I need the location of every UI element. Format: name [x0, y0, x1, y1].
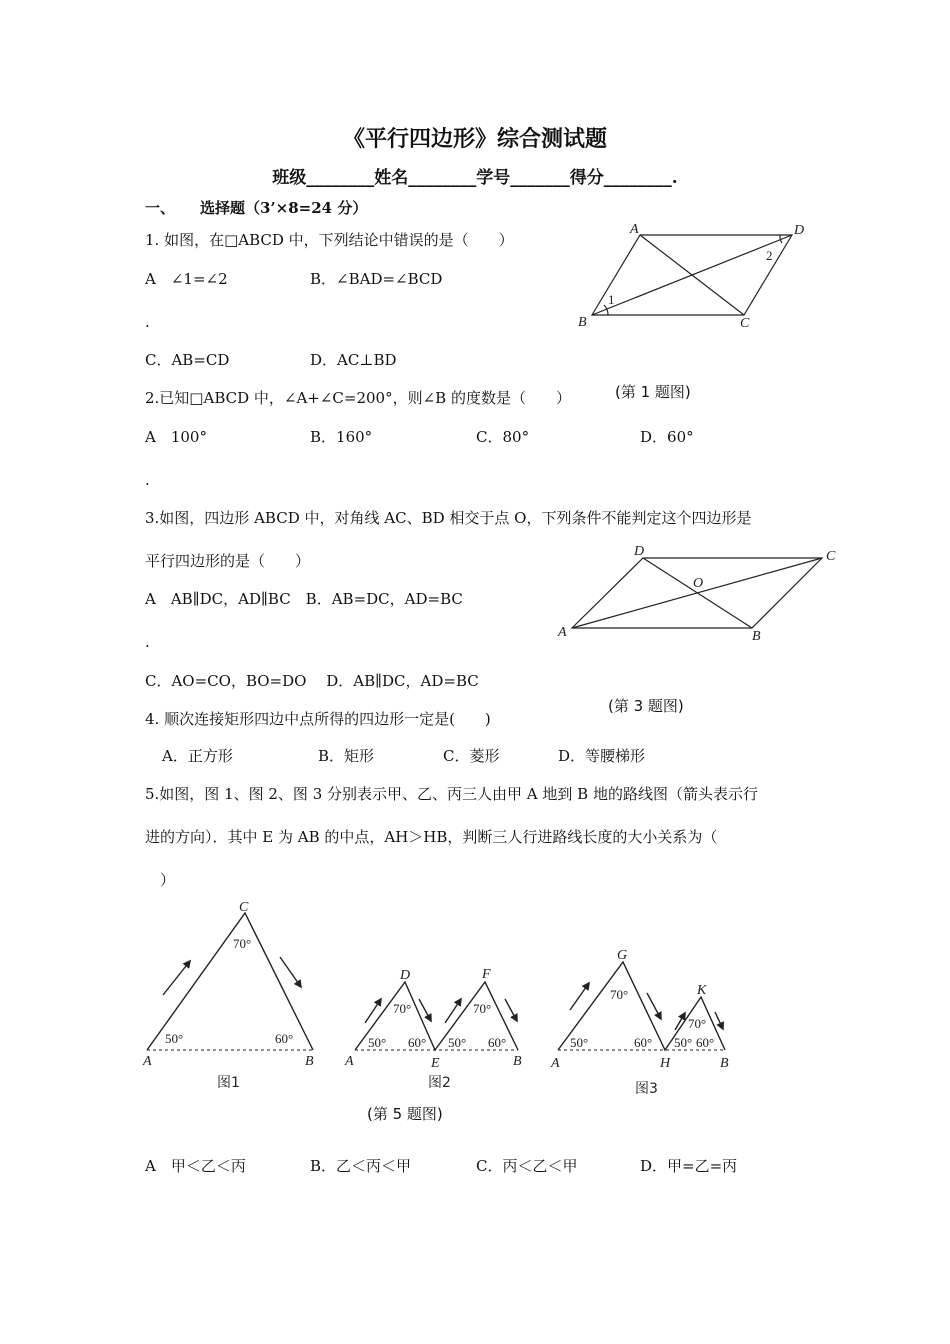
q3-label-a: A: [558, 625, 567, 640]
fig2-arrow-3: [445, 999, 461, 1023]
fig3-angle-r1: 60°: [634, 1035, 653, 1050]
fig2-caption: 图2: [428, 1075, 451, 1091]
fig1-angle-right: 60°: [275, 1031, 294, 1046]
q3-figure-caption: (第 3 题图): [608, 697, 684, 715]
q4-option-a: A．正方形: [162, 747, 233, 765]
q1-diagonal-bd: [592, 235, 792, 315]
q1-option-a: A ∠1=∠2: [145, 270, 228, 288]
fig1-label-c: C: [239, 900, 249, 915]
fig2-angle-top-1: 70°: [393, 1001, 412, 1016]
q1-figure-caption: (第 1 题图): [615, 383, 691, 401]
q5-option-b: B．乙＜丙＜甲: [310, 1157, 412, 1175]
q3-quadrilateral-figure: [550, 538, 850, 648]
page-title: 《平行四边形》综合测试题: [342, 126, 607, 152]
fig2-angle-r1: 60°: [408, 1035, 427, 1050]
q3-diagonal-bd: [643, 558, 752, 628]
fig3-angle-l1: 50°: [570, 1035, 589, 1050]
q3-stem-line2: 平行四边形的是（ ）: [145, 552, 311, 570]
q2-option-c: C．80°: [476, 428, 530, 446]
q5-option-d: D．甲=乙=丙: [640, 1157, 738, 1175]
q2-dot: .: [145, 471, 150, 489]
fig3-angle-r2: 60°: [696, 1035, 715, 1050]
fig1-down-arrow: [280, 957, 301, 987]
q3-label-c: C: [826, 549, 836, 564]
q4-stem: 4. 顺次连接矩形四边中点所得的四边形一定是( ): [145, 710, 491, 728]
q3-options-ab: A AB∥DC，AD∥BC B．AB=DC，AD=BC: [145, 590, 463, 608]
q5-figure-3: [550, 948, 729, 1097]
q2-option-a: A 100°: [145, 428, 207, 446]
q3-label-b: B: [752, 629, 761, 644]
section-label: 选择题（3’×8=24 分）: [200, 199, 368, 217]
fig1-up-arrow: [163, 961, 190, 995]
fig1-label-b: B: [305, 1054, 314, 1069]
fig3-label-k: K: [697, 983, 707, 998]
fig2-arrow-1: [365, 999, 381, 1023]
fig2-label-d: D: [400, 968, 411, 983]
q1-angle-2-label: 2: [766, 248, 773, 263]
q5-route-figures: [135, 895, 755, 1105]
fig1-angle-top: 70°: [233, 936, 252, 951]
fig3-angle-l2: 50°: [674, 1035, 693, 1050]
q5-stem-line3: ）: [160, 871, 176, 889]
fig2-angle-l2: 50°: [448, 1035, 467, 1050]
fig2-label-f: F: [482, 967, 491, 982]
fig3-label-a: A: [551, 1056, 560, 1071]
q5-figure-2: [344, 967, 522, 1091]
fig1-label-a: A: [143, 1054, 152, 1069]
section-number: 一、: [145, 199, 176, 217]
q1-label-c: C: [740, 316, 750, 331]
fig3-label-g: G: [617, 948, 628, 963]
fig2-label-e: E: [431, 1056, 440, 1071]
q3-options-cd: C．AO=CO，BO=DO D．AB∥DC，AD=BC: [145, 672, 479, 690]
q5-figure-caption: (第 5 题图): [367, 1105, 443, 1123]
q1-angle-1-label: 1: [608, 292, 615, 307]
fig3-caption: 图3: [635, 1081, 658, 1097]
fig2-label-b: B: [513, 1054, 522, 1069]
q3-label-o: O: [693, 576, 704, 591]
fig2-angle-l1: 50°: [368, 1035, 387, 1050]
fig3-label-h: H: [660, 1056, 671, 1071]
q1-option-d: D．AC⊥BD: [310, 351, 397, 369]
q1-parallelogram-figure: [570, 218, 820, 338]
fig3-angle-top-1: 70°: [610, 987, 629, 1002]
q2-stem: 2.已知□ABCD 中，∠A+∠C=200°，则∠B 的度数是（ ）: [145, 389, 571, 407]
q3-dot: .: [145, 633, 150, 651]
q2-option-b: B．160°: [310, 428, 373, 446]
fig2-angle-r2: 60°: [488, 1035, 507, 1050]
fig2-angle-top-2: 70°: [473, 1001, 492, 1016]
q4-option-b: B．矩形: [318, 747, 375, 765]
q3-stem-line1: 3.如图，四边形 ABCD 中，对角线 AC、BD 相交于点 O，下列条件不能判定这个四边形是: [145, 509, 752, 527]
fig3-arrow-1: [570, 983, 589, 1010]
q4-option-c: C．菱形: [443, 747, 500, 765]
fig3-label-b: B: [720, 1056, 729, 1071]
q1-option-b: B．∠BAD=∠BCD: [310, 270, 443, 288]
q1-label-b: B: [578, 315, 587, 330]
student-info-line: 班级________姓名________学号_______得分________.: [272, 168, 678, 188]
fig1-angle-left: 50°: [165, 1031, 184, 1046]
q5-option-c: C．丙＜乙＜甲: [476, 1157, 578, 1175]
fig2-label-a: A: [345, 1054, 354, 1069]
q4-option-d: D．等腰梯形: [558, 747, 646, 765]
fig3-angle-top-2: 70°: [688, 1016, 707, 1031]
q1-stem: 1. 如图，在□ABCD 中，下列结论中错误的是（ ）: [145, 231, 514, 249]
fig3-arrow-4: [715, 1012, 723, 1029]
q1-option-c: C．AB=CD: [145, 351, 230, 369]
q3-label-d: D: [634, 544, 645, 559]
q1-dot: .: [145, 313, 150, 331]
q2-option-d: D．60°: [640, 428, 694, 446]
fig2-arrow-4: [505, 999, 517, 1021]
q1-label-a: A: [630, 222, 639, 237]
q1-label-d: D: [794, 223, 805, 238]
fig1-caption: 图1: [217, 1075, 240, 1091]
q5-figure-1: [142, 900, 314, 1091]
q5-option-a: A 甲＜乙＜丙: [145, 1157, 246, 1175]
fig1-route: [147, 913, 313, 1050]
q5-stem-line1: 5.如图，图 1、图 2、图 3 分别表示甲、乙、丙三人由甲 A 地到 B 地的路线图（箭头表示行: [145, 785, 758, 803]
q5-stem-line2: 进的方向）．其中 E 为 AB 的中点，AH＞HB，判断三人行进路线长度的大小关系为（: [145, 828, 718, 846]
